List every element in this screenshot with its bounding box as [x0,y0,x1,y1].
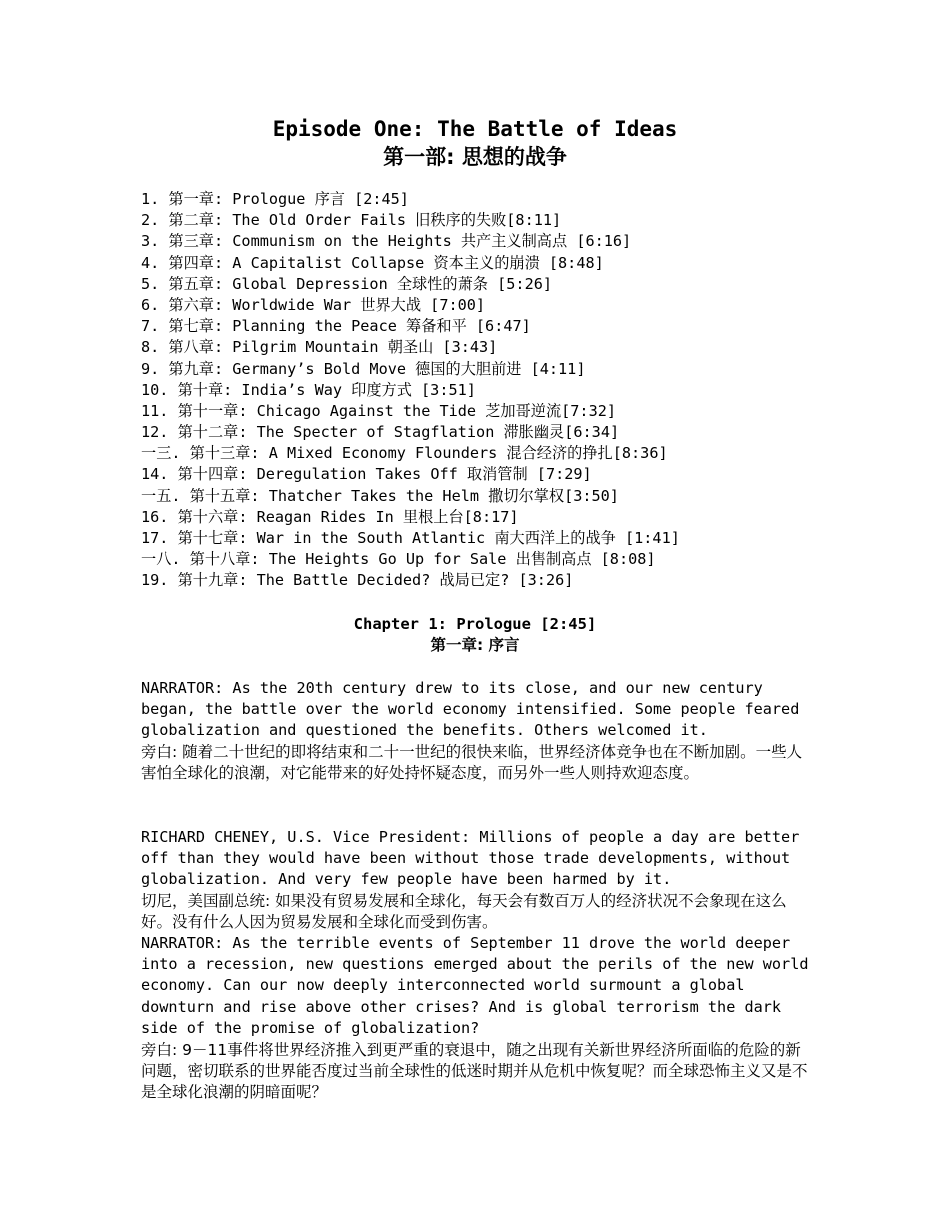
chapter-list [141,189,680,592]
chapter-list-item: 2. 第二章: The Old Order Fails 旧秩序的失败[8:11] [141,211,562,230]
narrator-paragraph-english: NARRATOR: As the 20th century drew to its close, and our new century began, the battle over the world economy intensified. Some people feared globalization and questioned the benefits. Others welcomed it. [141,679,800,740]
chapter-list-item: 6. 第六章: Worldwide War 世界大战 [7:00] [141,295,486,314]
chapter-list-item: 11. 第十一章: Chicago Against the Tide 芝加哥逆流[7:32] [141,401,617,420]
chapter-list-item: 3. 第三章: Communism on the Heights 共产主义制高点 [6:16] [141,232,632,251]
chapter-list-item: 4. 第四章: A Capitalist Collapse 资本主义的崩溃 [8:48] [141,253,604,272]
chapter-list-item: 10. 第十章: India’s Way 印度方式 [3:51] [141,380,476,399]
cheney-paragraph-english: RICHARD CHENEY, U.S. Vice President: Millions of people a day are better off than they would have been without those trade developments, without globalization. And very few people have been harmed by it. [141,828,800,889]
chapter-list-item: 7. 第七章: Planning the Peace 筹备和平 [6:47] [141,317,531,336]
narrator-paragraph-chinese: 旁白: 随着二十世纪的即将结束和二十一世纪的很快来临，世界经济体竞争也在不断加剧。一些人害怕全球化的浪潮，对它能带来的好处持怀疑态度，而另外一些人则持欢迎态度。 [141,743,803,783]
chapter-list-item: 一五. 第十五章: Thatcher Takes the Helm 撒切尔掌权[3:50] [141,486,619,505]
chapter-heading-english: Chapter 1: Prologue [2:45] [353,615,597,633]
chapter-list-item: 17. 第十七章: War in the South Atlantic 南大西洋上的战争 [1:41] [141,529,680,547]
chapter-list-item: 5. 第五章: Global Depression 全球性的萧条 [5:26] [141,274,552,293]
chapter-list-item: 一三. 第十三章: A Mixed Economy Flounders 混合经济的挣扎[8:36] [141,444,668,463]
chapter-list-item: 16. 第十六章: Reagan Rides In 里根上台[8:17] [141,507,519,526]
chapter-list-item: 一八. 第十八章: The Heights Go Up for Sale 出售制高点 [8:08] [141,550,656,569]
narrator-september-paragraph-english: NARRATOR: As the terrible events of September 11 drove the world deeper into a recession, new questions emerged about the perils of the new world economy. Can our now deeply interconnected world surmount a global downturn and rise above other crises? And is global terrorism the dark side of the promise of globalization? [141,934,809,1037]
chapter-list-item: 14. 第十四章: Deregulation Takes Off 取消管制 [7:29] [141,465,592,484]
chapter-list-item: 8. 第八章: Pilgrim Mountain 朝圣山 [3:43] [141,338,498,357]
chapter-list-item: 12. 第十二章: The Specter of Stagflation 滞胀幽灵[6:34] [141,423,620,442]
chapter-list-item: 9. 第九章: Germany’s Bold Move 德国的大胆前进 [4:11] [141,359,586,378]
episode-title-chinese: 第一部: 思想的战争 [383,145,567,169]
episode-title-english: Episode One: The Battle of Ideas [272,117,678,141]
chapter-list-item: 1. 第一章: Prologue 序言 [2:45] [141,190,409,208]
chapter-heading-chinese: 第一章: 序言 [430,636,520,654]
chapter-list-item: 19. 第十九章: The Battle Decided? 战局已定? [3:26] [141,571,574,590]
narrator-september-paragraph-chinese: 旁白: 9－11事件将世界经济推入到更严重的衰退中，随之出现有关新世界经济所面临的危险的新问题，密切联系的世界能否度过当前全球性的低迷时期并从危机中恢复呢？而全球恐怖主义又是不是全球化浪潮的阴暗面呢？ [141,1041,808,1102]
cheney-paragraph-chinese: 切尼，美国副总统: 如果没有贸易发展和全球化，每天会有数百万人的经济状况不会象现在这么好。没有什么人因为贸易发展和全球化而受到伤害。 [141,892,787,932]
